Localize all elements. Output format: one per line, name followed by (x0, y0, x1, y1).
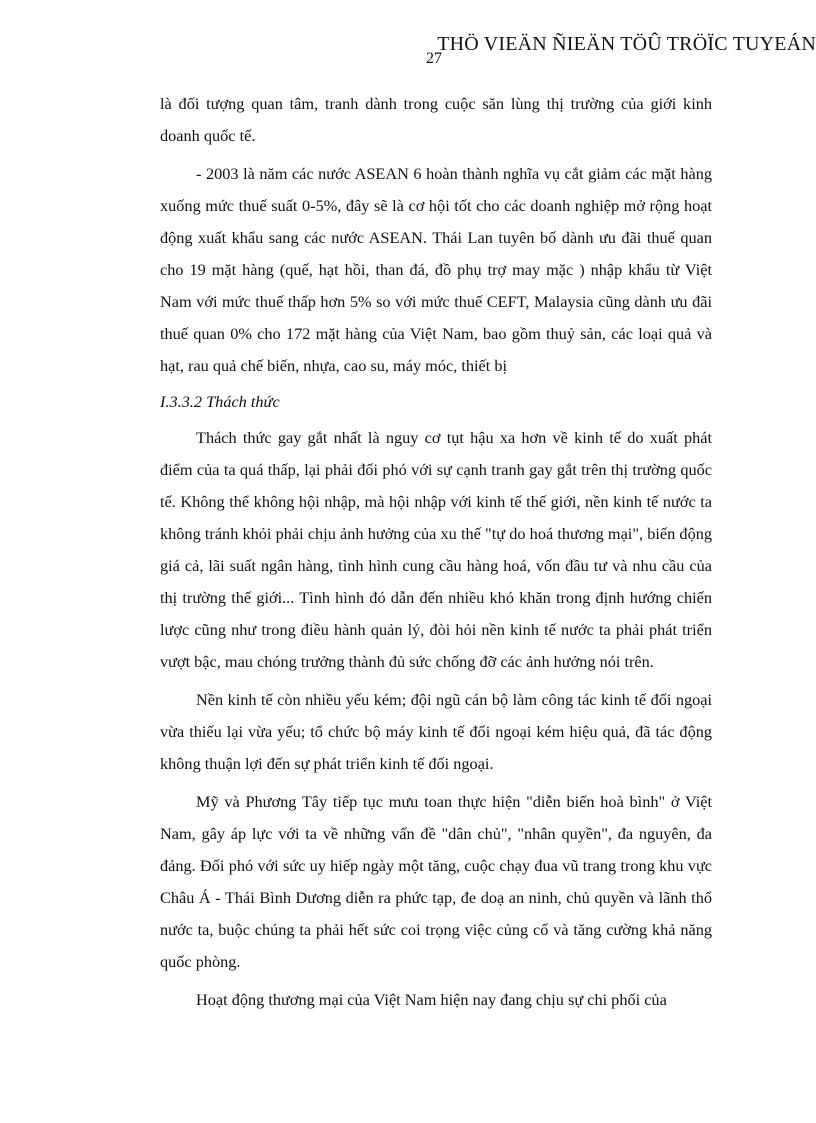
paragraph-trade-activity: Hoạt động thương mại của Việt Nam hiện nay đang chịu sự chi phối của (196, 990, 667, 1009)
page-number: 27 (426, 50, 442, 67)
page-header-title: THÖ VIEÄN ÑIEÄN TÖÛ TRÖÏC TUYEÁN (437, 33, 816, 55)
paragraph-asean-opportunity: - 2003 là năm các nước ASEAN 6 hoàn thành nghĩa vụ cắt giảm các mặt hàng xuống mức thuế suất 0-5%, đây sẽ là cơ hội tốt cho các doanh nghiệp mở rộng hoạt động xuất khẩu sang các nước ASEAN. Thái Lan tuyên bố dành ưu đãi thuế quan cho 19 mặt hàng (quế, hạt hồi, than đá, đồ phụ trợ may mặc ) nhập khẩu từ Việt Nam với mức thuế thấp hơn 5% so với mức thuế CEFT, Malaysia cũng dành ưu đãi thuế quan 0% cho 172 mặt hàng của Việt Nam, bao gồm thuỷ sản, các loại quả và hạt, rau quả chế biến, nhựa, cao su, máy móc, thiết bị (160, 164, 712, 375)
paragraph-challenge-weakness: Nền kinh tế còn nhiều yếu kém; đội ngũ cán bộ làm công tác kinh tế đối ngoại vừa thiếu lại vừa yếu; tổ chức bộ máy kinh tế đối ngoại kém hiệu quả, đã tác động không thuận lợi đến sự phát triển kinh tế đối ngoại. (160, 690, 712, 773)
document-body (160, 88, 712, 1022)
paragraph-continuation: là đối tượng quan tâm, tranh dành trong cuộc săn lùng thị trường của giới kinh doanh quốc tế. (160, 94, 712, 145)
paragraph-challenge-main: Thách thức gay gắt nhất là nguy cơ tụt hậu xa hơn về kinh tế do xuất phát điểm của ta quá thấp, lại phải đối phó với sự cạnh tranh gay gắt trên thị trường quốc tế. Không thể không hội nhập, mà hội nhập với kinh tế thế giới, nền kinh tế nước ta không tránh khỏi phải chịu ảnh hưởng của xu thế "tự do hoá thương mại", biến động giá cả, lãi suất ngân hàng, tình hình cung cầu hàng hoá, vốn đầu tư và nhu cầu của thị trường thế giới... Tình hình đó dẫn đến nhiều khó khăn trong định hướng chiến lược cũng như trong điều hành quản lý, đòi hỏi nền kinh tế nước ta phải phát triển vượt bậc, mau chóng trưởng thành đủ sức chống đỡ các ảnh hưởng nói trên. (160, 428, 712, 671)
section-heading: I.3.3.2 Thách thức (160, 392, 280, 411)
paragraph-challenge-security: Mỹ và Phương Tây tiếp tục mưu toan thực hiện "diễn biến hoà bình" ở Việt Nam, gây áp lực với ta về những vấn đề "dân chủ", "nhân quyền", đa nguyên, đa đảng. Đối phó với sức uy hiếp ngày một tăng, cuộc chạy đua vũ trang trong khu vực Châu Á - Thái Bình Dương diễn ra phức tạp, đe doạ an ninh, chủ quyền và lãnh thổ nước ta, buộc chúng ta phải hết sức coi trọng việc củng cố và tăng cường khả năng quốc phòng. (160, 792, 712, 971)
